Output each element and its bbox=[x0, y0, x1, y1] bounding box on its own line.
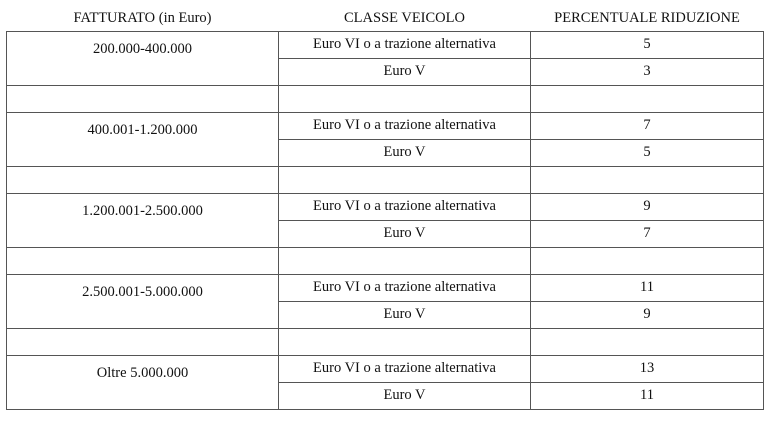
spacer-row bbox=[7, 166, 764, 193]
classe-cell: Euro V bbox=[279, 382, 531, 409]
spacer-row bbox=[7, 85, 764, 112]
percentuale-cell: 11 bbox=[531, 382, 764, 409]
spacer-cell bbox=[7, 247, 279, 274]
table-row bbox=[7, 193, 764, 220]
spacer-cell bbox=[279, 166, 531, 193]
fatturato-cell: 400.001-1.200.000 bbox=[7, 112, 279, 166]
spacer-cell bbox=[279, 328, 531, 355]
spacer-cell bbox=[7, 328, 279, 355]
percentuale-cell: 9 bbox=[531, 193, 764, 220]
spacer-cell bbox=[531, 328, 764, 355]
classe-cell: Euro VI o a trazione alternativa bbox=[279, 274, 531, 301]
percentuale-cell: 9 bbox=[531, 301, 764, 328]
reduction-table bbox=[6, 4, 764, 410]
percentuale-cell: 5 bbox=[531, 139, 764, 166]
percentuale-cell: 3 bbox=[531, 58, 764, 85]
spacer-cell bbox=[531, 166, 764, 193]
spacer-cell bbox=[7, 85, 279, 112]
spacer-cell bbox=[531, 247, 764, 274]
percentuale-cell: 7 bbox=[531, 112, 764, 139]
classe-cell: Euro VI o a trazione alternativa bbox=[279, 112, 531, 139]
classe-cell: Euro VI o a trazione alternativa bbox=[279, 193, 531, 220]
spacer-cell bbox=[7, 166, 279, 193]
classe-cell: Euro V bbox=[279, 220, 531, 247]
classe-cell: Euro VI o a trazione alternativa bbox=[279, 355, 531, 382]
classe-cell: Euro VI o a trazione alternativa bbox=[279, 31, 531, 58]
spacer-cell bbox=[279, 247, 531, 274]
header-classe-veicolo: CLASSE VEICOLO bbox=[344, 10, 465, 26]
spacer-cell bbox=[531, 85, 764, 112]
table-row bbox=[7, 31, 764, 58]
fatturato-cell: 1.200.001-2.500.000 bbox=[7, 193, 279, 247]
classe-cell: Euro V bbox=[279, 58, 531, 85]
table-row bbox=[7, 355, 764, 382]
spacer-cell bbox=[279, 85, 531, 112]
fatturato-cell: 200.000-400.000 bbox=[7, 31, 279, 85]
percentuale-cell: 7 bbox=[531, 220, 764, 247]
classe-cell: Euro V bbox=[279, 301, 531, 328]
table-row bbox=[7, 112, 764, 139]
header-percentuale-riduzione: PERCENTUALE RIDUZIONE bbox=[554, 10, 740, 26]
spacer-row bbox=[7, 247, 764, 274]
header-row bbox=[7, 4, 764, 31]
spacer-row bbox=[7, 328, 764, 355]
percentuale-cell: 13 bbox=[531, 355, 764, 382]
table-row bbox=[7, 274, 764, 301]
fatturato-cell: 2.500.001-5.000.000 bbox=[7, 274, 279, 328]
classe-cell: Euro V bbox=[279, 139, 531, 166]
percentuale-cell: 5 bbox=[531, 31, 764, 58]
header-fatturato: FATTURATO (in Euro) bbox=[73, 10, 212, 26]
percentuale-cell: 11 bbox=[531, 274, 764, 301]
fatturato-cell: Oltre 5.000.000 bbox=[7, 355, 279, 409]
